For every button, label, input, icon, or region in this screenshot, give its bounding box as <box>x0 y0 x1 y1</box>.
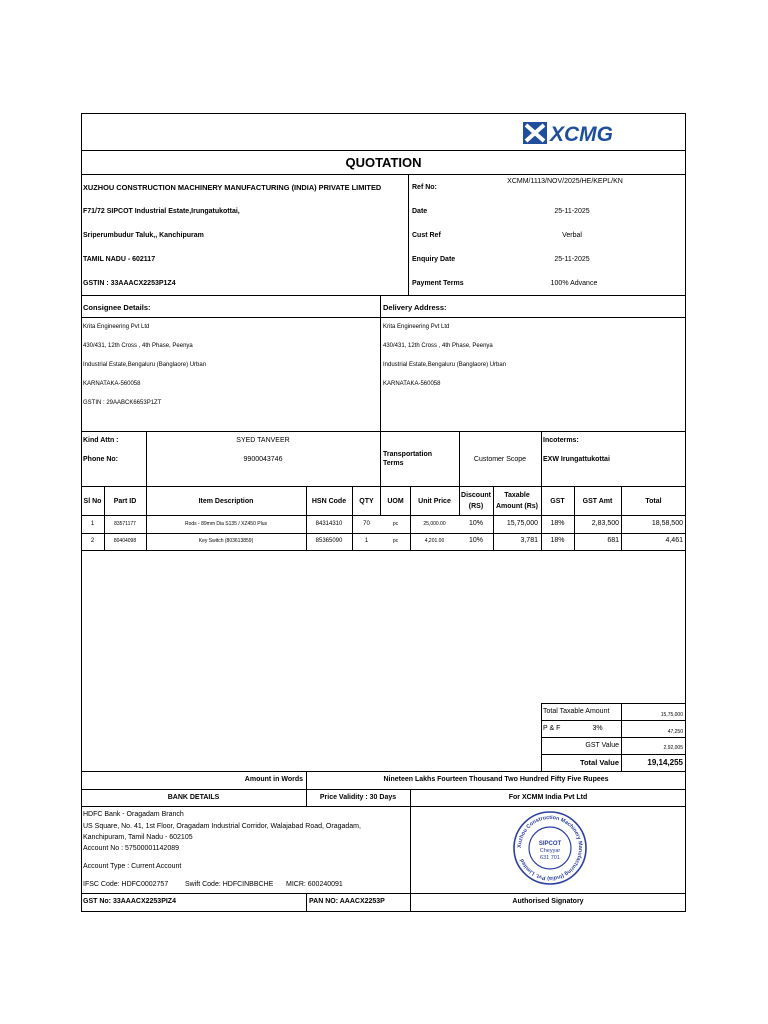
table-cell: 83571177 <box>114 521 136 527</box>
bank-account-no: Account No : 57500001142089 <box>83 845 180 852</box>
phone-label: Phone No: <box>83 456 118 463</box>
total-value: 19,14,255 <box>647 758 683 767</box>
table-cell: 681 <box>607 537 619 544</box>
table-cell: 18,58,500 <box>651 520 683 527</box>
col-header-gst-amt: GST Amt <box>582 498 613 505</box>
footer-pan-no: PAN NO: AAACX2253P <box>309 898 385 905</box>
col-header-gst: GST <box>550 498 565 505</box>
consignee-gstin: GSTIN : 29AABCK6653P1ZT <box>83 400 162 406</box>
enquiry-date-label: Enquiry Date <box>412 256 456 263</box>
payment-terms-value: 100% Advance <box>550 280 598 287</box>
delivery-line: Krita Engineering Pvt Ltd <box>383 324 450 330</box>
company-gstin: GSTIN : 33AAACX2253P1Z4 <box>83 280 176 287</box>
svg-text:SIPCOT: SIPCOT <box>538 841 562 847</box>
delivery-line: KARNATAKA-560058 <box>383 381 441 387</box>
col-header-taxable: Taxable Amount (Rs) <box>496 492 538 510</box>
ref-no-value: XCMM/1113/NOV/2025/HE/KEPL/KN <box>507 178 623 185</box>
table-cell: 84314310 <box>315 521 343 527</box>
col-header-part-id: Part ID <box>113 498 137 505</box>
table-cell: 70 <box>363 521 370 527</box>
delivery-line: 430/431, 12th Cross , 4th Phase, Peenya <box>383 343 493 349</box>
table-cell: pc <box>392 521 399 527</box>
authorised-signatory: Authorised Signatory <box>512 898 584 905</box>
consignee-line: 430/431, 12th Cross , 4th Phase, Peenya <box>83 343 193 349</box>
col-header-discount: Discount (RS) <box>461 492 491 510</box>
pf-rate: 3% <box>592 725 603 732</box>
table-cell: Key Switch (803613859) <box>198 538 254 544</box>
payment-terms-label: Payment Terms <box>412 280 464 287</box>
date-value: 25-11-2025 <box>554 208 590 215</box>
table-cell: pc <box>392 538 399 544</box>
for-company: For XCMM India Pvt Ltd <box>508 794 588 801</box>
col-header-hsn: HSN Code <box>311 498 347 505</box>
svg-text:XCMG: XCMG <box>550 123 613 146</box>
table-cell: 85365090 <box>315 538 343 544</box>
col-header-slno: Sl No <box>83 498 102 505</box>
bank-ifsc: IFSC Code: HDFC0002757 <box>83 881 169 888</box>
table-cell: 80404098 <box>113 538 137 544</box>
table-cell: 4,201.00 <box>424 538 445 544</box>
kind-attn-label: Kind Attn : <box>83 437 119 444</box>
total-value-label: Total Value <box>579 758 619 767</box>
amount-in-words-label: Amount in Words <box>244 776 303 783</box>
bank-details-heading: BANK DETAILS <box>167 794 220 801</box>
total-taxable-label: Total Taxable Amount <box>543 708 610 715</box>
bank-micr: MICR: 600240091 <box>286 881 343 888</box>
col-header-total: Total <box>645 498 662 505</box>
table-cell: 10% <box>468 520 483 527</box>
col-header-uom: UOM <box>387 498 404 505</box>
col-header-qty: QTY <box>359 498 374 505</box>
xcmg-logo <box>522 120 634 146</box>
table-cell: 25,000.00 <box>423 521 446 527</box>
table-cell: 18% <box>550 537 565 544</box>
table-cell: 1 <box>90 521 95 527</box>
bank-swift: Swift Code: HDFCINBBCHE <box>185 881 274 888</box>
cust-ref-label: Cust Ref <box>412 232 441 239</box>
table-cell: Rods - 89mm Dia S135 / XZ450 Plus <box>185 521 267 527</box>
incoterms-value: EXW Irungattukottai <box>543 456 610 463</box>
incoterms-label: Incoterms: <box>543 437 579 444</box>
table-cell: 18% <box>550 520 565 527</box>
bank-line: HDFC Bank - Oragadam Branch <box>83 811 184 818</box>
transportation-label: Transportation Terms <box>383 451 433 467</box>
table-cell: 3,781 <box>520 537 538 544</box>
cust-ref-value: Verbal <box>562 232 582 239</box>
transport-value: Customer Scope <box>473 456 527 463</box>
table-cell: 10% <box>468 537 483 544</box>
delivery-line: Industrial Estate,Bengaluru (Banglaore) Urban <box>383 362 507 368</box>
price-validity: Price Validity : 30 Days <box>319 794 397 801</box>
consignee-line: KARNATAKA-560058 <box>83 381 141 387</box>
bank-line: US Square, No. 41, 1st Floor, Oragadam Industrial Corridor, Walajabad Road, Oragadam, <box>83 823 361 830</box>
pf-value: 47,250 <box>667 729 683 735</box>
phone-value: 9900043746 <box>243 456 283 463</box>
consignee-line: Krita Engineering Pvt Ltd <box>83 324 150 330</box>
consignee-heading: Consignee Details: <box>83 303 151 312</box>
bank-account-type: Account Type : Current Account <box>83 863 182 870</box>
svg-text:Cheyyar: Cheyyar <box>539 848 561 854</box>
consignee-line: Industrial Estate,Bengaluru (Banglaore) Urban <box>83 362 207 368</box>
delivery-heading: Delivery Address: <box>383 303 447 312</box>
amount-in-words-value: Nineteen Lakhs Fourteen Thousand Two Hundred Fifty Five Rupees <box>383 776 609 783</box>
table-cell: 2,83,500 <box>591 520 619 527</box>
company-address-1: F71/72 SIPCOT Industrial Estate,Irungatukottai, <box>83 208 240 215</box>
pf-label: P & F <box>543 725 561 732</box>
col-header-unit-price: Unit Price <box>418 498 451 505</box>
total-taxable-value: 15,75,000 <box>660 712 683 718</box>
table-cell: 15,75,000 <box>506 520 538 527</box>
enquiry-date-value: 25-11-2025 <box>554 256 590 263</box>
company-name: XUZHOU CONSTRUCTION MACHINERY MANUFACTURING (INDIA) PRIVATE LIMITED <box>83 183 382 192</box>
svg-text:Xuzhou Construction Machinery: Xuzhou Construction Machinery Manufacturing (India) Pvt. Limited <box>516 814 584 882</box>
table-cell: 4,461 <box>665 537 683 544</box>
table-cell: 1 <box>364 538 369 544</box>
gst-value-label: GST Value <box>585 742 619 749</box>
bank-line: Kanchipuram, Tamil Nadu - 602105 <box>83 834 193 841</box>
ref-no-label: Ref No: <box>412 184 437 191</box>
xcmg-logo-mark <box>522 120 634 146</box>
col-header-description: Item Description <box>198 498 254 505</box>
svg-text:631 701: 631 701 <box>540 855 560 861</box>
date-label: Date <box>412 208 428 215</box>
company-stamp <box>511 810 589 886</box>
company-address-2: Sriperumbudur Taluk,, Kanchipuram <box>83 232 204 239</box>
footer-gst-no: GST No: 33AAACX2253PIZ4 <box>83 898 176 905</box>
kind-attn-value: SYED TANVEER <box>236 437 290 444</box>
company-state: TAMIL NADU - 602117 <box>83 256 156 263</box>
gst-value: 2,92,005 <box>663 745 683 751</box>
page-title: QUOTATION <box>345 155 422 170</box>
table-cell: 2 <box>90 538 95 544</box>
